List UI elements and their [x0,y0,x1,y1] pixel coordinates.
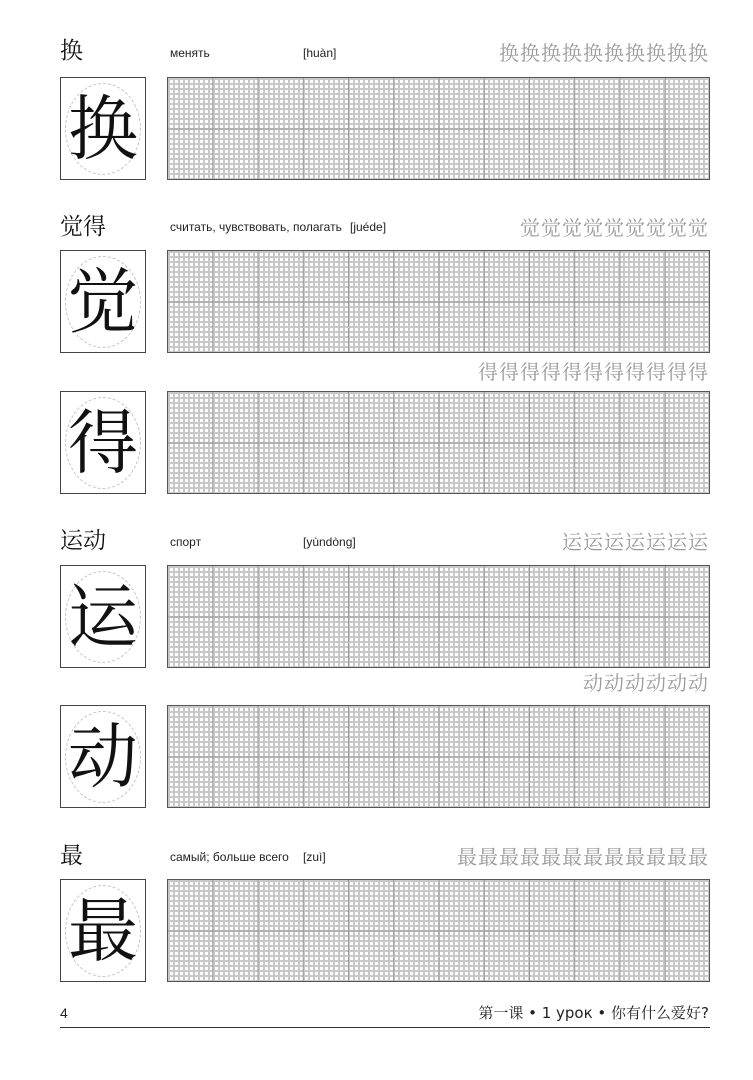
page-number: 4 [60,1005,68,1021]
footer-divider [60,1027,710,1028]
stroke-order-sequence: 得得得得得得得得得得得 [478,360,709,384]
stroke-order-sequence: 换换换换换换换换换换 [499,41,709,65]
vocab-word: 换 [60,38,83,64]
model-character-box [60,391,146,494]
lesson-title: 第一课 • 1 урок • 你有什么爱好? [478,1004,709,1022]
practice-grid[interactable] [167,879,710,982]
practice-grid[interactable] [167,250,710,353]
model-character: 运 [68,575,138,658]
model-character-box [60,705,146,808]
vocab-meaning: самый; больше всего [170,850,289,864]
model-character: 最 [68,889,138,972]
vocab-word: 运动 [60,528,106,554]
model-character: 得 [68,401,138,484]
vocab-word: 觉得 [60,214,106,240]
model-character-box [60,77,146,180]
model-character-box [60,879,146,982]
vocab-meaning: считать, чувствовать, полагать [170,220,342,234]
practice-grid[interactable] [167,391,710,494]
vocab-pinyin: [zuì] [303,850,326,864]
model-character: 换 [68,87,138,170]
stroke-order-sequence: 觉觉觉觉觉觉觉觉觉 [520,216,709,240]
stroke-order-sequence: 最最最最最最最最最最最最 [457,845,709,869]
vocab-word: 最 [60,843,83,869]
stroke-order-sequence: 动动动动动动 [583,671,709,695]
vocab-pinyin: [huàn] [303,46,337,60]
practice-grid[interactable] [167,565,710,668]
model-character-box [60,565,146,668]
practice-grid[interactable] [167,77,710,180]
model-character: 动 [68,715,138,798]
vocab-pinyin: [juéde] [350,220,387,234]
stroke-order-sequence: 运运运运运运运 [562,530,709,554]
vocab-meaning: спорт [170,535,202,549]
model-character: 觉 [68,260,138,343]
model-character-box [60,250,146,353]
practice-grid[interactable] [167,705,710,808]
vocab-pinyin: [yùndòng] [303,535,356,549]
vocab-meaning: менять [170,46,210,60]
